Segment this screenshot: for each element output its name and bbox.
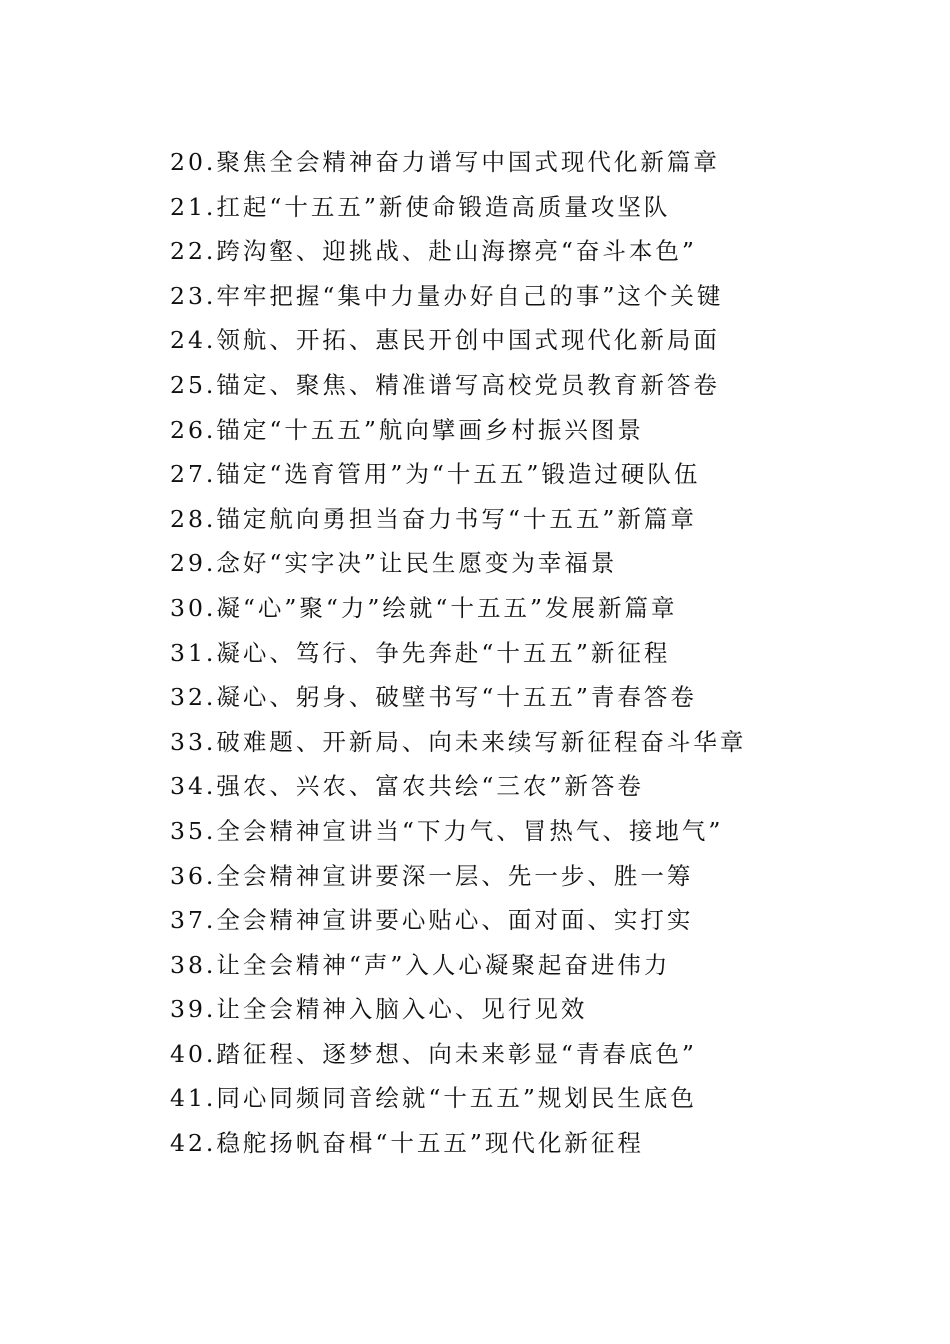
list-item: 40.踏征程、逐梦想、向未来彰显“青春底色” <box>170 1039 697 1068</box>
list-item: 42.稳舵扬帆奋楫“十五五”现代化新征程 <box>170 1129 644 1158</box>
list-item: 38.让全会精神“声”入人心凝聚起奋进伟力 <box>170 950 671 979</box>
list-item: 33.破难题、开新局、向未来续写新征程奋斗华章 <box>170 727 747 756</box>
list-item: 29.念好“实字决”让民生愿变为幸福景 <box>170 549 618 578</box>
list-item: 37.全会精神宣讲要心贴心、面对面、实打实 <box>170 906 694 935</box>
list-item: 35.全会精神宣讲当“下力气、冒热气、接地气” <box>170 816 724 845</box>
title-list <box>170 140 746 1166</box>
list-item: 34.强农、兴农、富农共绘“三农”新答卷 <box>170 772 644 801</box>
list-item: 20.聚焦全会精神奋力谱写中国式现代化新篇章 <box>170 148 720 176</box>
list-item: 31.凝心、笃行、争先奔赴“十五五”新征程 <box>170 638 671 667</box>
list-item: 23.牢牢把握“集中力量办好自己的事”这个关键 <box>170 281 724 310</box>
list-item: 32.凝心、躬身、破壁书写“十五五”青春答卷 <box>170 683 697 712</box>
list-item: 25.锚定、聚焦、精准谱写高校党员教育新答卷 <box>170 370 720 399</box>
list-item: 21.扛起“十五五”新使命锻造高质量攻坚队 <box>170 192 671 221</box>
list-item: 41.同心同频同音绘就“十五五”规划民生底色 <box>170 1084 697 1113</box>
list-item: 36.全会精神宣讲要深一层、先一步、胜一筹 <box>170 861 694 890</box>
list-item: 28.锚定航向勇担当奋力书写“十五五”新篇章 <box>170 504 697 533</box>
list-item: 27.锚定“选育管用”为“十五五”锻造过硬队伍 <box>170 460 701 489</box>
list-item: 26.锚定“十五五”航向擘画乡村振兴图景 <box>170 415 644 444</box>
list-item: 24.领航、开拓、惠民开创中国式现代化新局面 <box>170 326 720 355</box>
list-item: 30.凝“心”聚“力”绘就“十五五”发展新篇章 <box>170 593 678 622</box>
list-item: 39.让全会精神入脑入心、见行见效 <box>170 995 588 1024</box>
list-item: 22.跨沟壑、迎挑战、赴山海擦亮“奋斗本色” <box>170 237 697 266</box>
